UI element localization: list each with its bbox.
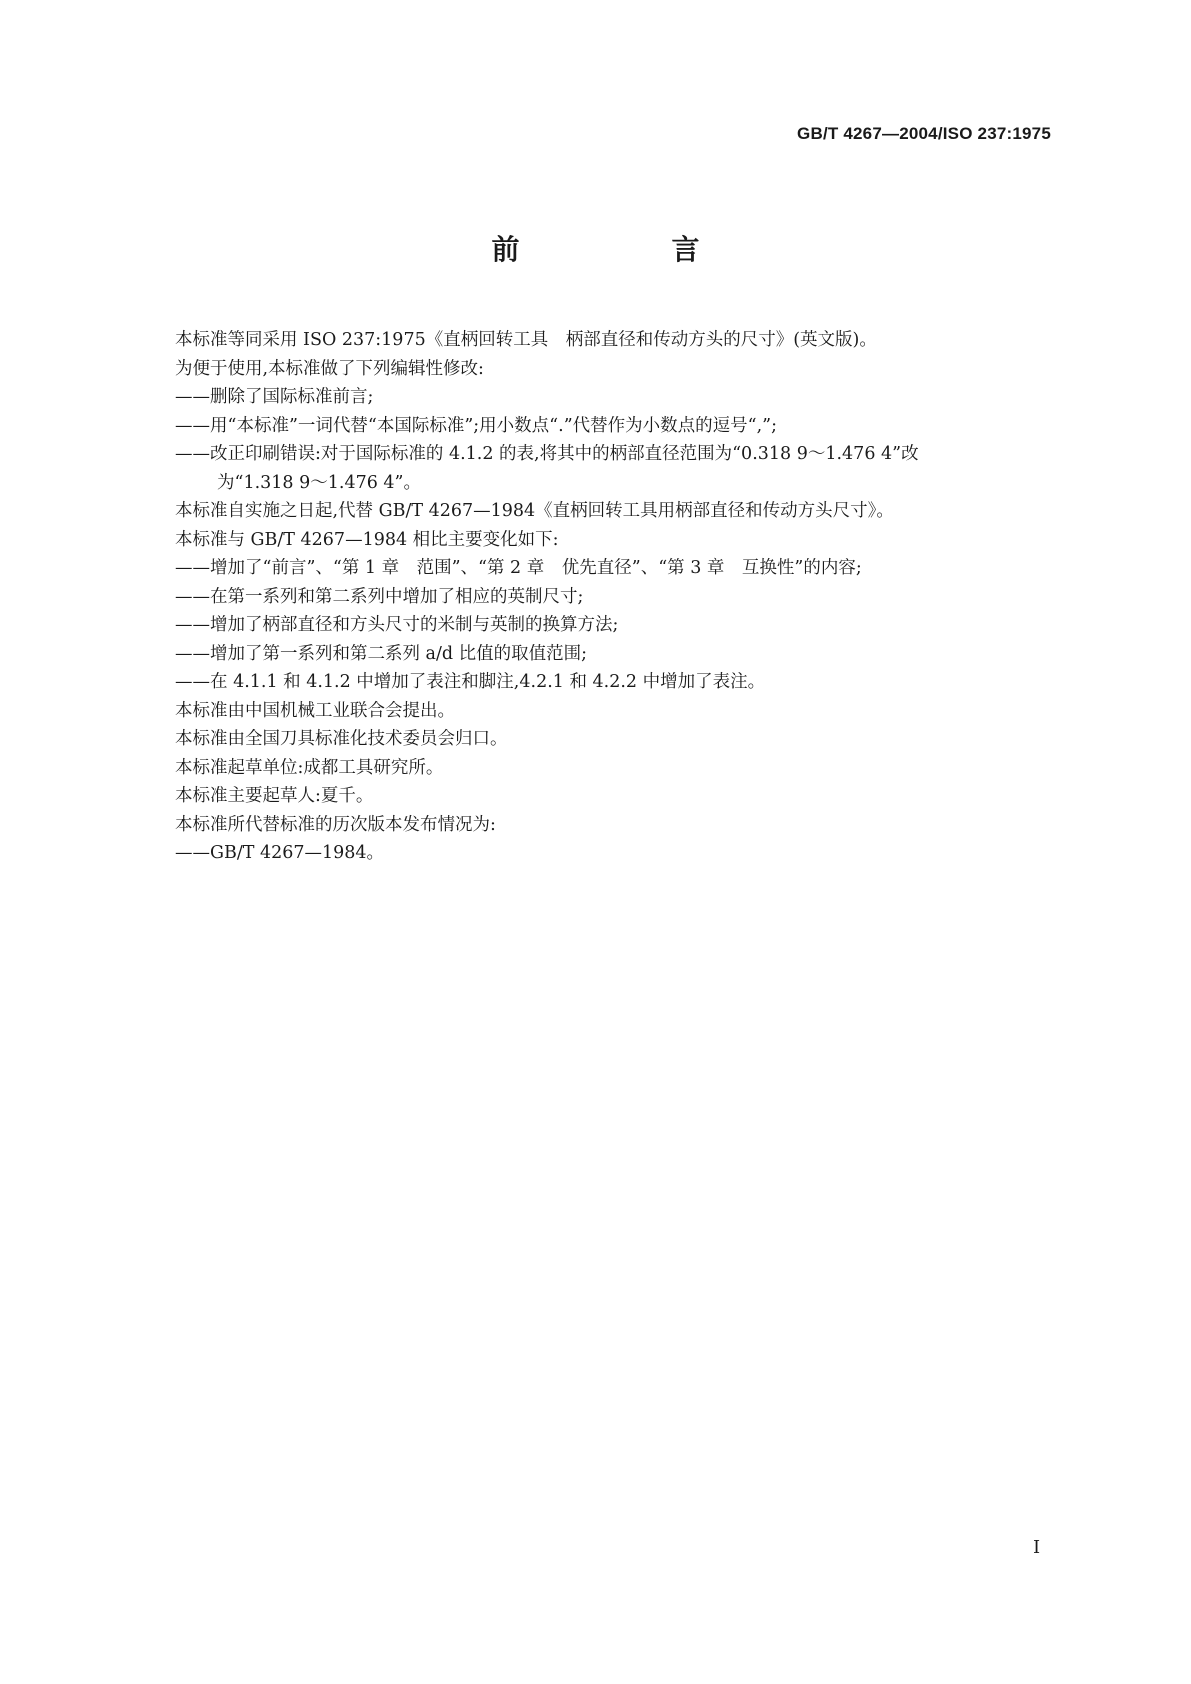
paragraph-line: 本标准由全国刀具标准化技术委员会归口。: [175, 729, 508, 749]
foreword-body: [175, 326, 1065, 868]
list-item: ——删除了国际标准前言;: [175, 387, 374, 407]
list-item: ——增加了第一系列和第二系列 a/d 比值的取值范围;: [175, 643, 588, 664]
list-item: ——在 4.1.1 和 4.1.2 中增加了表注和脚注,4.2.1 和 4.2.2 中增加了表注。: [175, 672, 766, 692]
list-item-continuation: 为“1.318 9～1.476 4”。: [217, 472, 421, 493]
list-item: ——在第一系列和第二系列中增加了相应的英制尺寸;: [175, 586, 584, 607]
standard-code: GB/T 4267—2004/ISO 237:1975: [797, 124, 1051, 143]
paragraph-line: 本标准与 GB/T 4267—1984 相比主要变化如下:: [175, 529, 559, 550]
paragraph-line: 为便于使用,本标准做了下列编辑性修改:: [175, 358, 484, 379]
list-item: ——改正印刷错误:对于国际标准的 4.1.2 的表,将其中的柄部直径范围为“0.318 9～1.476 4”改: [175, 444, 919, 464]
page-number: I: [1033, 1537, 1041, 1558]
list-item: ——用“本标准”一词代替“本国际标准”;用小数点“.”代替作为小数点的逗号“,”;: [175, 415, 777, 436]
list-item: ——增加了“前言”、“第 1 章 范围”、“第 2 章 优先直径”、“第 3 章 互换性”的内容;: [175, 558, 862, 578]
paragraph-line: 本标准所代替标准的历次版本发布情况为:: [175, 814, 496, 835]
paragraph-line: 本标准等同采用 ISO 237:1975《直柄回转工具 柄部直径和传动方头的尺寸》(英文版)。: [175, 330, 877, 350]
list-item: ——增加了柄部直径和方头尺寸的米制与英制的换算方法;: [175, 615, 619, 635]
list-item: ——GB/T 4267—1984。: [175, 843, 385, 863]
paragraph-line: 本标准由中国机械工业联合会提出。: [175, 700, 455, 721]
page-title: 前 言: [491, 233, 762, 266]
paragraph-line: 本标准起草单位:成都工具研究所。: [175, 757, 444, 778]
paragraph-line: 本标准自实施之日起,代替 GB/T 4267—1984《直柄回转工具用柄部直径和传动方头尺寸》。: [175, 501, 894, 521]
paragraph-line: 本标准主要起草人:夏千。: [175, 786, 374, 806]
